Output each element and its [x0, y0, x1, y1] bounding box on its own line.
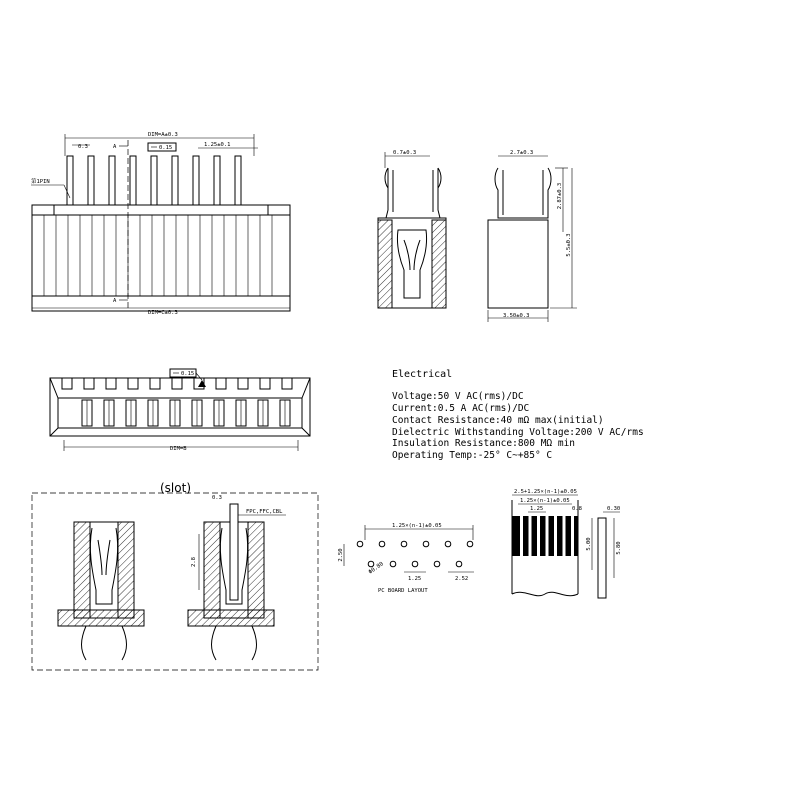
base-width-label: 3.50±0.3: [503, 313, 530, 319]
electrical-title: Electrical: [392, 369, 453, 380]
fpc-view: [512, 489, 622, 598]
top-notch: [238, 378, 248, 389]
top-notch: [106, 378, 116, 389]
section-mark-bottom: A: [113, 298, 117, 304]
electrical-specs: [392, 369, 644, 461]
top-notch: [172, 378, 182, 389]
pcb-hole: [401, 541, 407, 547]
top-notch: [84, 378, 94, 389]
pcb-hole: [423, 541, 429, 547]
pin-offset-label: 0.7±0.3: [393, 150, 417, 156]
pcb-title: PC BOARD LAYOUT: [378, 588, 428, 594]
width-top-label: 2.7±0.3: [510, 150, 534, 156]
pcb-span-label: 1.25×(n-1)±0.05: [392, 523, 442, 529]
top-notch: [128, 378, 138, 389]
pcb-hole-dia-label: Φ0.80: [367, 561, 385, 576]
fpc-conductor-span: 1.25×(n-1)±0.05: [520, 498, 570, 504]
pcb-pitch-label: 1.25: [408, 576, 422, 582]
front-view: [31, 132, 290, 316]
contact-pin: [214, 156, 220, 205]
flatness-label: 0.15: [159, 145, 173, 151]
contact-pin: [130, 156, 136, 205]
contact-pin: [235, 156, 241, 205]
voltage-spec: Voltage:50 V AC(rms)/DC: [392, 391, 524, 402]
top-notch: [282, 378, 292, 389]
pin-width-label: 0.3: [78, 144, 88, 150]
pitch-label: 1.25±0.1: [204, 142, 231, 148]
top-notch: [62, 378, 72, 389]
pcb-layout: [338, 523, 474, 594]
fpc-gap: [554, 516, 557, 556]
dim-b-label: DIM=B: [170, 446, 187, 452]
slot-height-label: 2.8: [191, 557, 197, 567]
contact-pin: [172, 156, 178, 205]
contact-pin: [88, 156, 94, 205]
contact-pin: [109, 156, 115, 205]
fpc-gap: [563, 516, 566, 556]
top-view: [50, 369, 310, 452]
dielectric-spec: Dielectric Withstanding Voltage:200 V AC/rms: [392, 427, 644, 438]
fpc-length-a: 5.00: [586, 537, 592, 551]
pin1-label: 第1PIN: [31, 179, 50, 185]
pcb-hole: [379, 541, 385, 547]
fpc-length-b: 5.80: [616, 541, 622, 555]
pcb-hole: [445, 541, 451, 547]
dim-a-label: DIM=A±0.3: [148, 132, 178, 138]
slot-detail: [32, 481, 318, 670]
contact-pin: [151, 156, 157, 205]
pcb-row-gap-label: 2.50: [338, 548, 344, 562]
slot-pin-dim: 0.3: [212, 495, 222, 501]
top-flatness-label: 0.15: [181, 371, 195, 377]
contact-resistance-spec: Contact Resistance:40 mΩ max(initial): [392, 415, 604, 426]
fpc-gap: [529, 516, 532, 556]
fpc-thickness: 0.30: [607, 506, 621, 512]
dim-c-label: DIM=C±0.3: [148, 310, 178, 316]
pin-height-label: 2.87±0.3: [557, 182, 563, 210]
pcb-hole: [357, 541, 363, 547]
fpc-conductor-width: 0.8: [572, 506, 582, 512]
fpc-total-width: 2.5+1.25×(n-1)±0.05: [514, 489, 577, 495]
top-notch: [150, 378, 160, 389]
fpc-gap: [537, 516, 540, 556]
top-notch: [260, 378, 270, 389]
pcb-hole: [390, 561, 396, 567]
fpc-gap: [571, 516, 574, 556]
slot-title: (slot): [160, 481, 191, 495]
fpc-gap: [546, 516, 549, 556]
section-mark-top: A: [113, 144, 117, 150]
insulation-spec: Insulation Resistance:800 MΩ min: [392, 438, 576, 449]
total-height-label: 5.5±0.3: [566, 233, 572, 257]
pcb-hole: [456, 561, 462, 567]
contact-pin: [193, 156, 199, 205]
pcb-double-pitch-label: 2.52: [455, 576, 469, 582]
fpc-pitch: 1.25: [530, 506, 544, 512]
side-view-outline: [488, 150, 577, 322]
pcb-hole: [434, 561, 440, 567]
current-spec: Current:0.5 A AC(rms)/DC: [392, 403, 530, 414]
operating-temp-spec: Operating Temp:-25° C~+85° C: [392, 450, 553, 461]
pcb-hole: [467, 541, 473, 547]
pcb-hole: [412, 561, 418, 567]
fpc-gap: [520, 516, 523, 556]
fpc-label: FPC,FFC,CBL: [246, 509, 283, 515]
top-notch: [216, 378, 226, 389]
side-view-section: [378, 150, 446, 308]
